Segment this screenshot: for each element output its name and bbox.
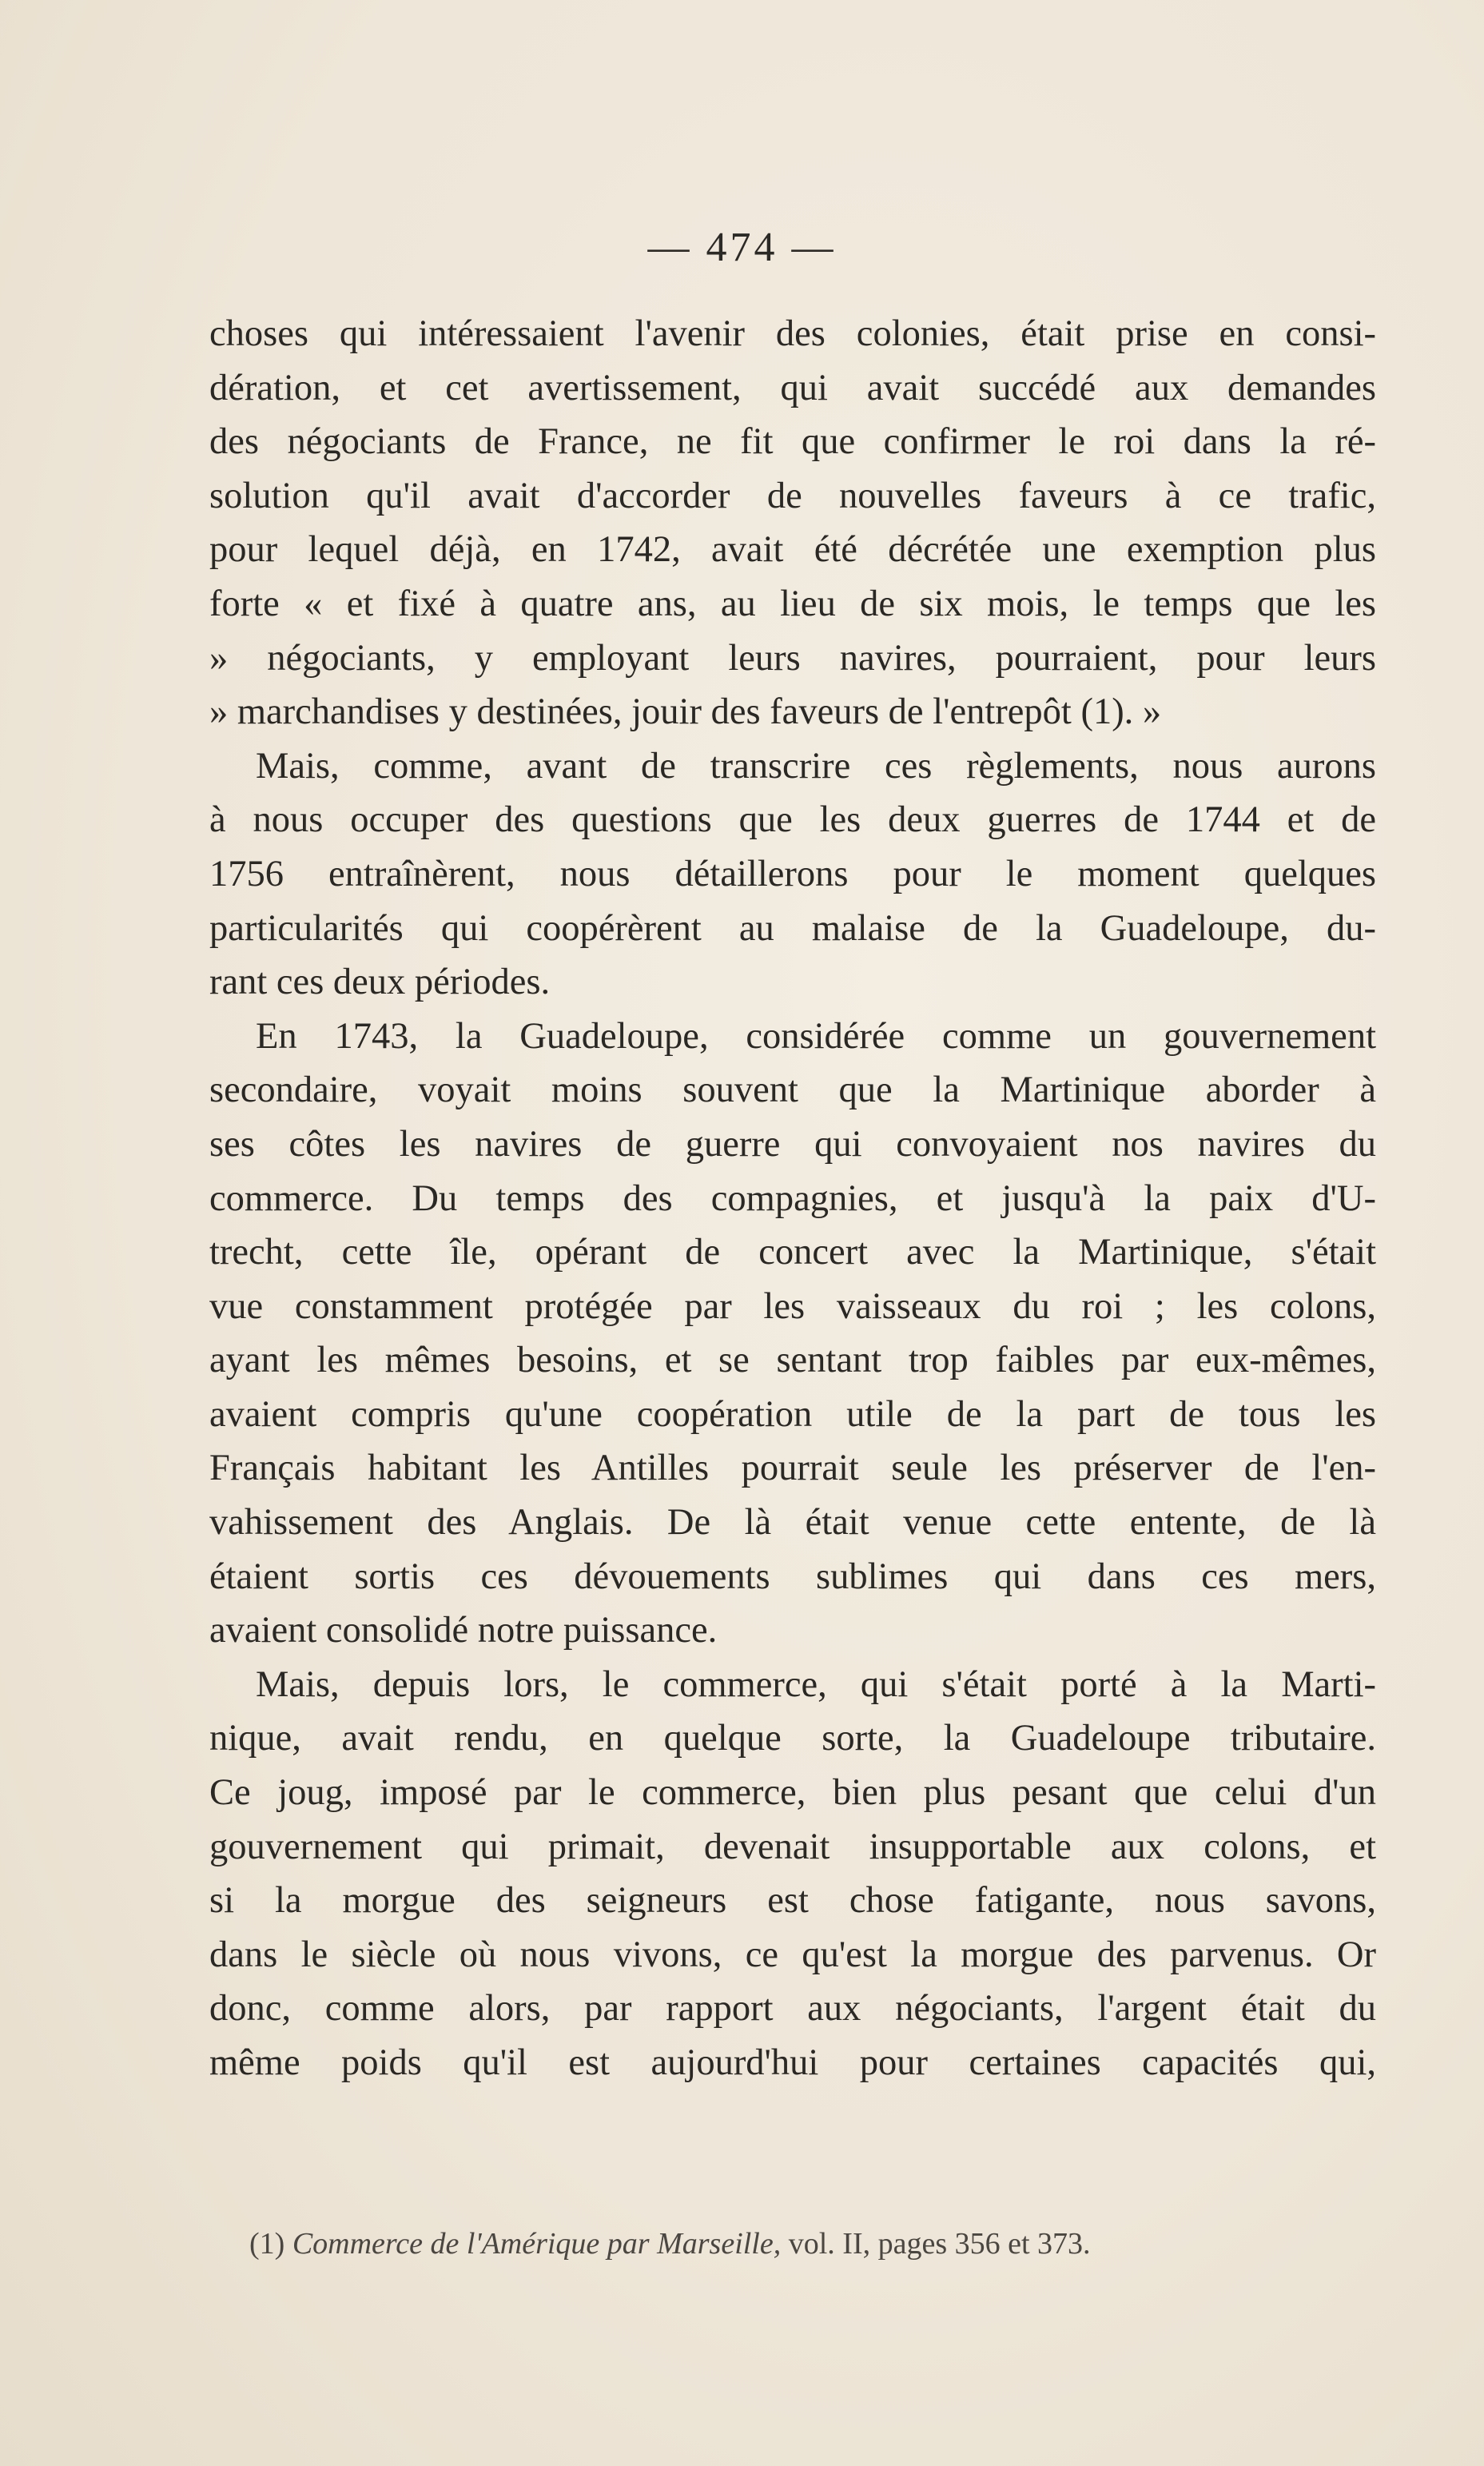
text-line: dération, et cet avertissement, qui avait succédé aux demandes (209, 367, 1376, 408)
text-line: avaient compris qu'une coopération utile de la part de tous les (209, 1393, 1376, 1435)
text-line: avaient consolidé notre puissance. (209, 1610, 718, 1651)
text-line: donc, comme alors, par rapport aux négociants, l'argent était du (209, 1988, 1376, 2030)
text-line: ses côtes les navires de guerre qui convoyaient nos navires du (209, 1123, 1376, 1165)
text-line: étaient sortis ces dévouements sublimes qui dans ces mers, (209, 1556, 1376, 1597)
text-line: Mais, depuis lors, le commerce, qui s'était porté à la Marti- (256, 1663, 1376, 1705)
text-line: forte « et fixé à quatre ans, au lieu de six mois, le temps que les (209, 583, 1376, 624)
text-line: » marchandises y destinées, jouir des faveurs de l'entrepôt (1). » (209, 691, 1162, 733)
text-line: des négociants de France, ne fit que confirmer le roi dans la ré- (209, 421, 1376, 463)
text-line: ayant les mêmes besoins, et se sentant trop faibles par eux-mêmes, (209, 1340, 1376, 1381)
text-line: Ce joug, imposé par le commerce, bien plus pesant que celui d'un (209, 1772, 1376, 1814)
text-line: à nous occuper des questions que les deux guerres de 1744 et de (209, 799, 1376, 841)
text-line: si la morgue des seigneurs est chose fatigante, nous savons, (209, 1880, 1376, 1922)
text-line: Français habitant les Antilles pourrait seule les préserver de l'en- (209, 1448, 1376, 1489)
text-line: même poids qu'il est aujourd'hui pour certaines capacités qui, (209, 2042, 1376, 2083)
text-line: rant ces deux périodes. (209, 962, 551, 1003)
text-line: trecht, cette île, opérant de concert avec la Martinique, s'était (209, 1232, 1376, 1273)
text-line: vue constamment protégée par les vaisseaux du roi ; les colons, (209, 1285, 1376, 1327)
text-line: » négociants, y employant leurs navires, pourraient, pour leurs (209, 637, 1376, 679)
text-line: 1756 entraînèrent, nous détaillerons pour le moment quelques (209, 853, 1376, 894)
text-line: pour lequel déjà, en 1742, avait été décrétée une exemption plus (209, 529, 1376, 571)
text-line: En 1743, la Guadeloupe, considérée comme un gouvernement (256, 1015, 1376, 1057)
footnote-reference: vol. II, pages 356 et 373. (788, 2227, 1091, 2261)
text-line: nique, avait rendu, en quelque sorte, la Guadeloupe tributaire. (209, 1718, 1376, 1759)
text-line: secondaire, voyait moins souvent que la Martinique aborder à (209, 1070, 1376, 1111)
footnote-title: Commerce de l'Amérique par Marseille, (292, 2227, 782, 2261)
footnote (249, 2226, 1368, 2261)
text-line: choses qui intéressaient l'avenir des colonies, était prise en consi- (209, 313, 1376, 354)
page-number: — 474 — (647, 225, 837, 270)
text-line: Mais, comme, avant de transcrire ces règlements, nous aurons (256, 745, 1376, 787)
text-line: gouvernement qui primait, devenait insupportable aux colons, et (209, 1826, 1376, 1867)
body-text (209, 307, 1376, 2090)
text-line: vahissement des Anglais. De là était venue cette entente, de là (209, 1502, 1376, 1544)
text-line: solution qu'il avait d'accorder de nouvelles faveurs à ce trafic, (209, 475, 1376, 516)
text-line: commerce. Du temps des compagnies, et jusqu'à la paix d'U- (209, 1177, 1376, 1219)
text-line: particularités qui coopérèrent au malaise de la Guadeloupe, du- (209, 907, 1376, 949)
footnote-marker: (1) (249, 2227, 285, 2261)
text-line: dans le siècle où nous vivons, ce qu'est la morgue des parvenus. Or (209, 1934, 1376, 1975)
